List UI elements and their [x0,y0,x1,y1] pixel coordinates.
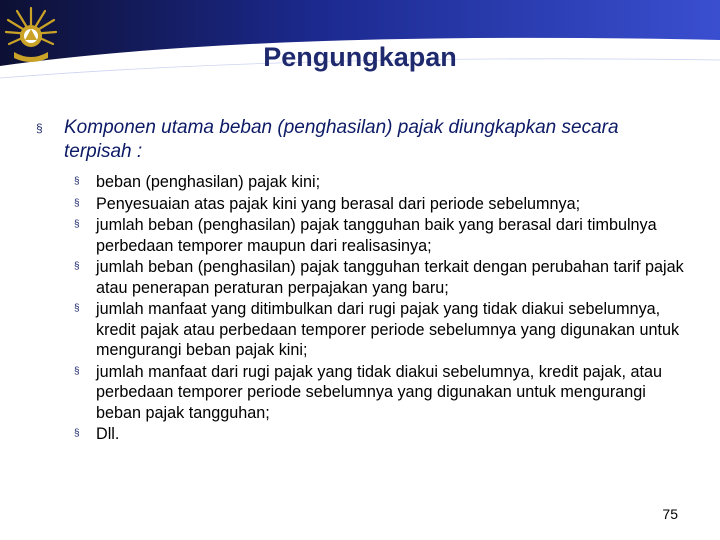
sub-bullet-item [74,257,686,298]
bullet-icon: § [74,303,80,314]
page-number: 75 [662,506,678,522]
slide-title: Pengungkapan [263,42,457,72]
sub-bullet-text: jumlah beban (penghasilan) pajak tangguhan baik yang berasal dari timbulnya perbedaan temporer maupun dari realisasinya; [96,216,657,255]
main-point-text: Komponen utama beban (penghasilan) pajak diungkapkan secara terpisah : [64,117,619,162]
sub-bullet-item [74,172,686,193]
sub-bullet-text: jumlah beban (penghasilan) pajak tangguhan terkait dengan perubahan tarif pajak atau penerapan peraturan perpajakan yang baru; [96,258,684,297]
sub-bullet-item [74,215,686,256]
sub-bullet-text: jumlah manfaat yang ditimbulkan dari rugi pajak yang tidak diakui sebelumnya, kredit pajak atau perbedaan temporer periode sebelumnya yang digunakan untuk mengurangi beban pajak kini; [96,300,680,359]
sub-bullet-item [74,424,686,445]
sub-bullet-item [74,362,686,424]
university-emblem-icon [4,4,58,66]
sub-bullet-text: Penyesuaian atas pajak kini yang berasal dari periode sebelumnya; [96,194,581,213]
bullet-icon: § [74,428,80,439]
main-bullet-point [36,116,686,164]
sub-bullet-text: jumlah manfaat dari rugi pajak yang tidak diakui sebelumnya, kredit pajak, atau perbedaan temporer periode sebelumnya yang digunakan untuk mengurangi beban pajak tangguhan; [96,362,662,422]
bullet-icon: § [74,261,80,272]
sub-bullet-text: beban (penghasilan) pajak kini; [96,173,321,191]
sub-bullet-list [74,172,686,445]
sub-bullet-text: Dll. [96,425,120,443]
slide-header [0,0,720,100]
bullet-icon: § [74,197,80,209]
slide-content [36,116,686,446]
bullet-icon: § [36,121,43,135]
bullet-icon: § [74,365,80,377]
bullet-icon: § [74,176,80,187]
sub-bullet-item [74,299,686,361]
bullet-icon: § [74,219,80,230]
sub-bullet-item [74,194,686,215]
